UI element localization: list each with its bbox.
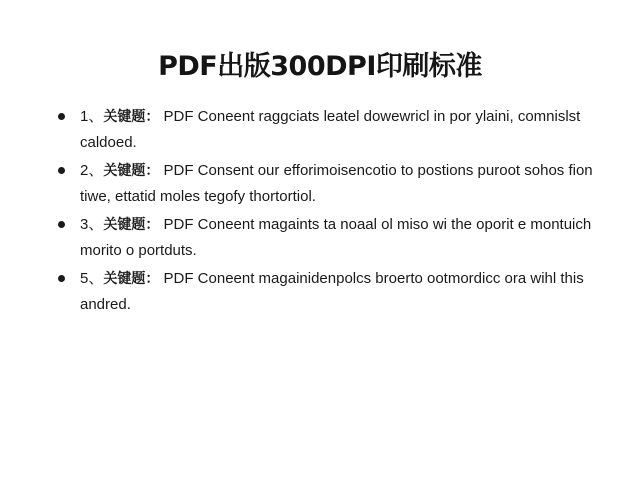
item-keyword: 关键题： — [103, 109, 160, 125]
bullet-icon — [58, 113, 65, 120]
item-text: PDF Consent our efforimoisencotio to postions puroot sohos fion tiwe, ettatid moles tegofy thortortiol. — [80, 162, 593, 205]
list-item — [58, 104, 598, 156]
item-text: PDF Coneent magainidenpolcs broerto ootmordicc ora wihl this andred. — [80, 270, 584, 313]
list-item — [58, 266, 598, 318]
item-number: 2、 — [80, 162, 104, 179]
item-text: PDF Coneent raggciats leatel dowewricl in por ylaini, comnislst caldoed. — [80, 108, 581, 151]
page-title: PDF出版300DPI印刷标准 — [158, 51, 482, 82]
item-number: 5、 — [80, 270, 104, 287]
bullet-icon — [58, 275, 65, 282]
bullet-icon — [58, 221, 65, 228]
list-item — [58, 212, 598, 264]
item-keyword: 关键题： — [103, 271, 160, 287]
list-item — [58, 158, 598, 210]
item-text: PDF Coneent magaints ta noaal ol miso wi the oporit e montuich morito o portduts. — [80, 216, 592, 259]
item-keyword: 关键题： — [103, 217, 160, 233]
item-keyword: 关键题： — [103, 163, 160, 179]
item-number: 3、 — [80, 216, 104, 233]
bullet-icon — [58, 167, 65, 174]
item-number: 1、 — [80, 108, 104, 125]
bullet-list — [58, 104, 598, 320]
